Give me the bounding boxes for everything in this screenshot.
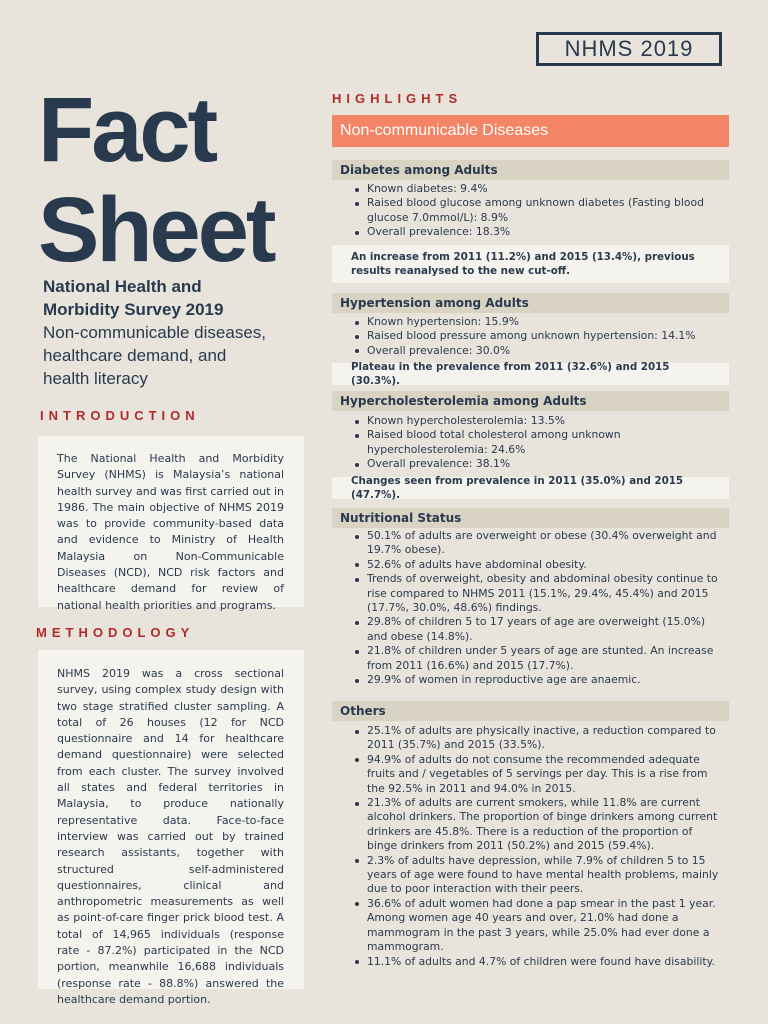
title-line-1: Fact [38,79,216,181]
list-item: Known hypertension: 15.9% [340,315,724,329]
subtitle-line-1: Non-communicable diseases, [43,323,266,342]
diabetes-note: An increase from 2011 (11.2%) and 2015 (13.4%), previous results reanalysed to the new cut-off. [332,245,729,283]
list-item: Trends of overweight, obesity and abdominal obesity continue to rise compared to NHMS 2011 (15.1%, 29.4%, 45.4%) and 2015 (17.7%, 30.0%, 48.6%) findings. [340,572,724,615]
subtitle-bold-line-2: Morbidity Survey 2019 [43,300,224,319]
nutritional-heading: Nutritional Status [332,508,729,528]
list-item: 29.8% of children 5 to 17 years of age are overweight (15.0%) and obese (14.8%). [340,615,724,644]
list-item: Raised blood pressure among unknown hypertension: 14.1% [340,329,724,343]
subtitle-line-2: healthcare demand, and [43,346,227,365]
hypercholesterolemia-note: Changes seen from prevalence in 2011 (35.0%) and 2015 (47.7%). [332,477,729,499]
methodology-heading: METHODOLOGY [36,625,195,640]
subtitle [43,275,313,390]
title-line-2: Sheet [38,179,274,281]
page-title [38,80,274,280]
introduction-text: The National Health and Morbidity Survey (NHMS) is Malaysia’s national health survey and was first carried out in 1986. The main objective of NHMS 2019 was to provide community-based data and evidence to Ministry of Health Malaysia on Non-Communicable Diseases (NCD), NCD risk factors and healthcare demand for review of national health priorities and programs. [57,452,284,612]
list-item: Overall prevalence: 38.1% [340,457,724,471]
list-item: 29.9% of women in reproductive age are anaemic. [340,673,724,687]
list-item: 36.6% of adult women had done a pap smear in the past 1 year. Among women age 40 years and over, 21.0% had done a mammogram in the past 3 years, while 25.0% had ever done a mammogram. [340,897,724,955]
introduction-box [38,436,304,612]
others-list [340,724,724,969]
list-item: Overall prevalence: 18.3% [340,225,724,239]
list-item: 21.3% of adults are current smokers, while 11.8% are current alcohol drinkers. The proportion of binge drinkers among current drinkers are 45.8%. There is a reduction of the proportion of binge drinkers from 2011 (50.2%) and 2015 (59.4%). [340,796,724,854]
hypertension-note: Plateau in the prevalence from 2011 (32.6%) and 2015 (30.3%). [332,363,729,385]
list-item: Raised blood total cholesterol among unknown hypercholesterolemia: 24.6% [340,428,724,457]
list-item: Known diabetes: 9.4% [340,182,724,196]
methodology-box [38,650,304,1006]
subtitle-line-3: health literacy [43,369,148,388]
list-item: 25.1% of adults are physically inactive, a reduction compared to 2011 (35.7%) and 2015 (33.5%). [340,724,724,753]
diabetes-heading: Diabetes among Adults [332,160,729,180]
highlights-heading: HIGHLIGHTS [332,91,463,106]
survey-badge: NHMS 2019 [536,32,722,66]
list-item: 94.9% of adults do not consume the recommended adequate fruits and / vegetables of 5 servings per day. This is a rise from the 92.5% in 2011 and 94.0% in 2015. [340,753,724,796]
hypertension-heading: Hypertension among Adults [332,293,729,313]
list-item: Overall prevalence: 30.0% [340,344,724,358]
subtitle-bold-line-1: National Health and [43,277,202,296]
introduction-heading: INTRODUCTION [40,408,200,423]
hypercholesterolemia-list [340,414,724,472]
diabetes-list [340,182,724,240]
list-item: Raised blood glucose among unknown diabetes (Fasting blood glucose 7.0mmol/L): 8.9% [340,196,724,225]
list-item: 21.8% of children under 5 years of age are stunted. An increase from 2011 (16.6%) and 2015 (17.7%). [340,644,724,673]
list-item: 52.6% of adults have abdominal obesity. [340,558,724,572]
hypertension-list [340,315,724,358]
others-heading: Others [332,701,729,721]
list-item: 50.1% of adults are overweight or obese (30.4% overweight and 19.7% obese). [340,529,724,558]
list-item: Known hypercholesterolemia: 13.5% [340,414,724,428]
list-item: 11.1% of adults and 4.7% of children were found have disability. [340,955,724,969]
list-item: 2.3% of adults have depression, while 7.9% of children 5 to 15 years of age were found to have mental health problems, mainly due to poor interaction with their peers. [340,854,724,897]
ncd-banner: Non-communicable Diseases [332,115,729,147]
methodology-text: NHMS 2019 was a cross sectional survey, using complex study design with two stage stratified cluster sampling. A total of 26 houses (12 for NCD questionnaire and 14 for healthcare demand questionnaire) were selected from each cluster. The survey involved all states and federal territories in Malaysia, to produce nationally representative data. Face-to-face interview was carried out by trained research assistants, together with structured self-administered questionnaires, clinical and anthropometric measurements as well as point-of-care finger prick blood test. A total of 14,965 individuals (response rate - 87.2%) participated in the NCD portion, meanwhile 16,688 individuals (response rate - 88.8%) answered the healthcare demand portion. [57,667,284,1006]
nutritional-list [340,529,724,687]
hypercholesterolemia-heading: Hypercholesterolemia among Adults [332,391,729,411]
